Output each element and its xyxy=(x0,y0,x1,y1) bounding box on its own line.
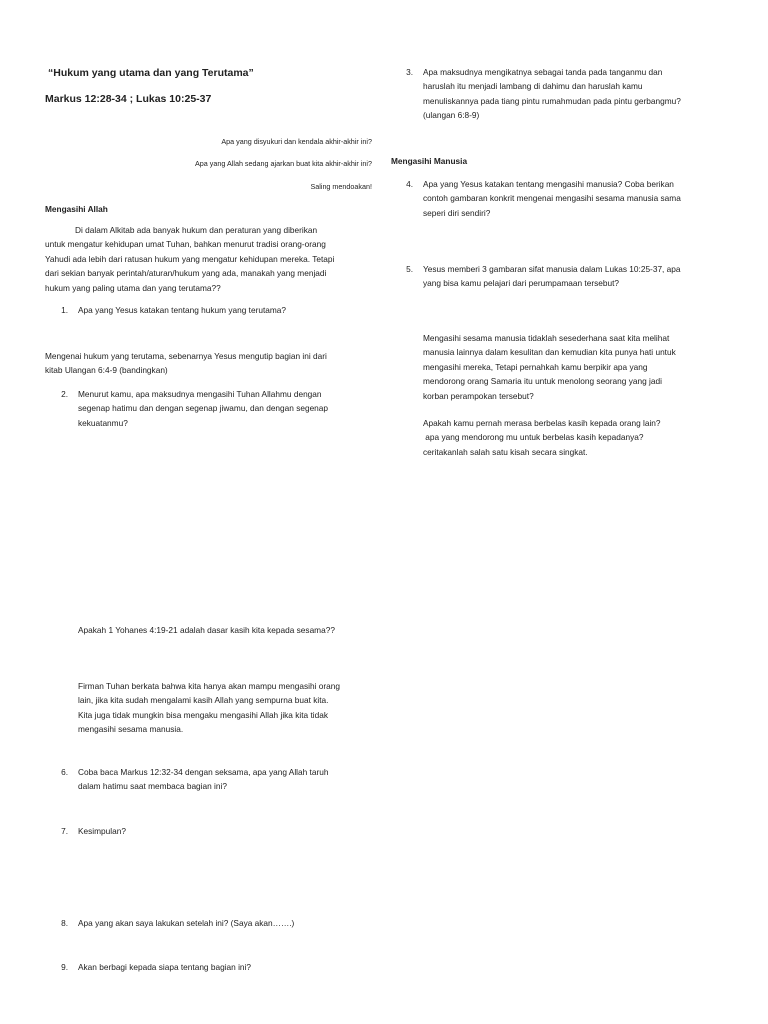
question-text: Apa yang akan saya lakukan setelah ini? (Saya akan…….) xyxy=(78,918,295,928)
john-question: Apakah 1 Yohanes 4:19-21 adalah dasar kasih kita kepada sesama?? xyxy=(78,625,335,635)
paragraph-line: Mengenai hukum yang terutama, sebenarnya Yesus mengutip bagian ini dari xyxy=(45,351,327,361)
question-line: Apa yang Yesus katakan tentang mengasihi manusia? Coba berikan xyxy=(423,179,674,189)
question-line: haruslah itu menjadi lambang di dahimu dan haruslah kamu xyxy=(423,81,643,92)
question-line: dalam hatimu saat membaca bagian ini? xyxy=(78,781,227,792)
question-line: seperi diri sendiri? xyxy=(423,207,491,218)
question-text xyxy=(78,387,378,430)
question-line: Coba baca Markus 12:32-34 dengan seksama, apa yang Allah taruh xyxy=(78,767,329,777)
scripture-reference: Markus 12:28-34 ; Lukas 10:25-37 xyxy=(45,93,212,105)
paragraph-line: Kita juga tidak mungkin bisa mengaku mengasihi Allah jika kita tidak xyxy=(78,709,328,720)
paragraph-line: Mengasihi sesama manusia tidaklah sesederhana saat kita melihat xyxy=(423,333,670,343)
intro-question-2: Apa yang Allah sedang ajarkan buat kita akhir-akhir ini? xyxy=(194,159,372,168)
question-line: Yesus memberi 3 gambaran sifat manusia dalam Lukas 10:25-37, apa xyxy=(423,264,681,274)
word-of-god-paragraph xyxy=(78,679,378,737)
paragraph-line: mendorong orang Samaria itu untuk menolong seorang yang jadi xyxy=(423,376,662,387)
question-text xyxy=(423,177,743,220)
compassion-questions xyxy=(423,416,743,459)
paragraph-line: lain, jika kita sudah mengalami kasih Allah yang sempurna buat kita. xyxy=(78,695,329,706)
question-line: Apa maksudnya mengikatnya sebagai tanda pada tanganmu dan xyxy=(423,67,663,77)
intro-paragraph xyxy=(45,223,375,295)
paragraph-line: manusia lainnya dalam kesulitan dan kemudian kita punya hati untuk xyxy=(423,347,676,358)
section-heading-love-god: Mengasihi Allah xyxy=(45,204,108,214)
section-heading-love-people: Mengasihi Manusia xyxy=(391,156,468,166)
paragraph-line: Di dalam Alkitab ada banyak hukum dan peraturan yang diberikan xyxy=(75,225,318,235)
question-number: 6. xyxy=(61,767,68,777)
question-line: Menurut kamu, apa maksudnya mengasihi Tuhan Allahmu dengan xyxy=(78,389,322,399)
intro-question-1: Apa yang disyukuri dan kendala akhir-akhir ini? xyxy=(221,137,372,146)
question-number: 5. xyxy=(406,264,413,274)
question-number: 4. xyxy=(406,179,413,189)
question-number: 1. xyxy=(61,305,68,315)
paragraph-line: ceritakanlah salah satu kisah secara singkat. xyxy=(423,446,588,457)
question-line: (ulangan 6:8-9) xyxy=(423,110,480,121)
question-number: 7. xyxy=(61,826,68,836)
question-number: 8. xyxy=(61,918,68,928)
paragraph-line: Firman Tuhan berkata bahwa kita hanya akan mampu mengasihi orang xyxy=(78,681,340,691)
question-text xyxy=(423,262,743,291)
question-number: 3. xyxy=(406,67,413,77)
paragraph-line: apa yang mendorong mu untuk berbelas kasih kepadanya? xyxy=(423,432,644,443)
paragraph-line: Apakah kamu pernah merasa berbelas kasih kepada orang lain? xyxy=(423,418,661,428)
intro-question-3: Saling mendoakan! xyxy=(310,182,372,191)
document-title: “Hukum yang utama dan yang Terutama” xyxy=(48,67,254,79)
question-line: yang bisa kamu pelajari dari perumpamaan tersebut? xyxy=(423,278,620,289)
paragraph-line: Yahudi ada lebih dari ratusan hukum yang mengatur kehidupan mereka. Tetapi xyxy=(45,253,335,264)
paragraph-line: korban perampokan tersebut? xyxy=(423,390,534,401)
question-number: 2. xyxy=(61,389,68,399)
question-text: Apa yang Yesus katakan tentang hukum yang terutama? xyxy=(78,305,287,315)
question-line: segenap hatimu dan dengan segenap jiwamu, dan dengan segenap xyxy=(78,403,329,414)
question-text xyxy=(423,65,743,123)
question-number: 9. xyxy=(61,962,68,972)
question-text: Akan berbagi kepada siapa tentang bagian ini? xyxy=(78,962,251,972)
question-text xyxy=(78,765,378,794)
paragraph-line: mengasihi mereka, Tetapi pernahkah kamu berpikir apa yang xyxy=(423,361,648,372)
paragraph-line: hukum yang paling utama dan yang terutama?? xyxy=(45,282,221,293)
paragraph-line: mengasihi sesama manusia. xyxy=(78,724,184,735)
question-line: kekuatanmu? xyxy=(78,417,128,428)
deuteronomy-paragraph xyxy=(45,349,375,378)
question-text: Kesimpulan? xyxy=(78,826,126,836)
paragraph-line: dari sekian banyak perintah/aturan/hukum yang ada, manakah yang menjadi xyxy=(45,268,327,279)
question-line: menuliskannya pada tiang pintu rumahmudan pada pintu gerbangmu? xyxy=(423,95,681,106)
samaritan-paragraph xyxy=(423,331,743,403)
paragraph-line: untuk mengatur kehidupan umat Tuhan, bahkan menurut tradisi orang-orang xyxy=(45,239,326,250)
paragraph-line: kitab Ulangan 6:4-9 (bandingkan) xyxy=(45,365,168,376)
question-line: contoh gambaran konkrit mengenai mengasihi sesama manusia sama xyxy=(423,193,681,204)
